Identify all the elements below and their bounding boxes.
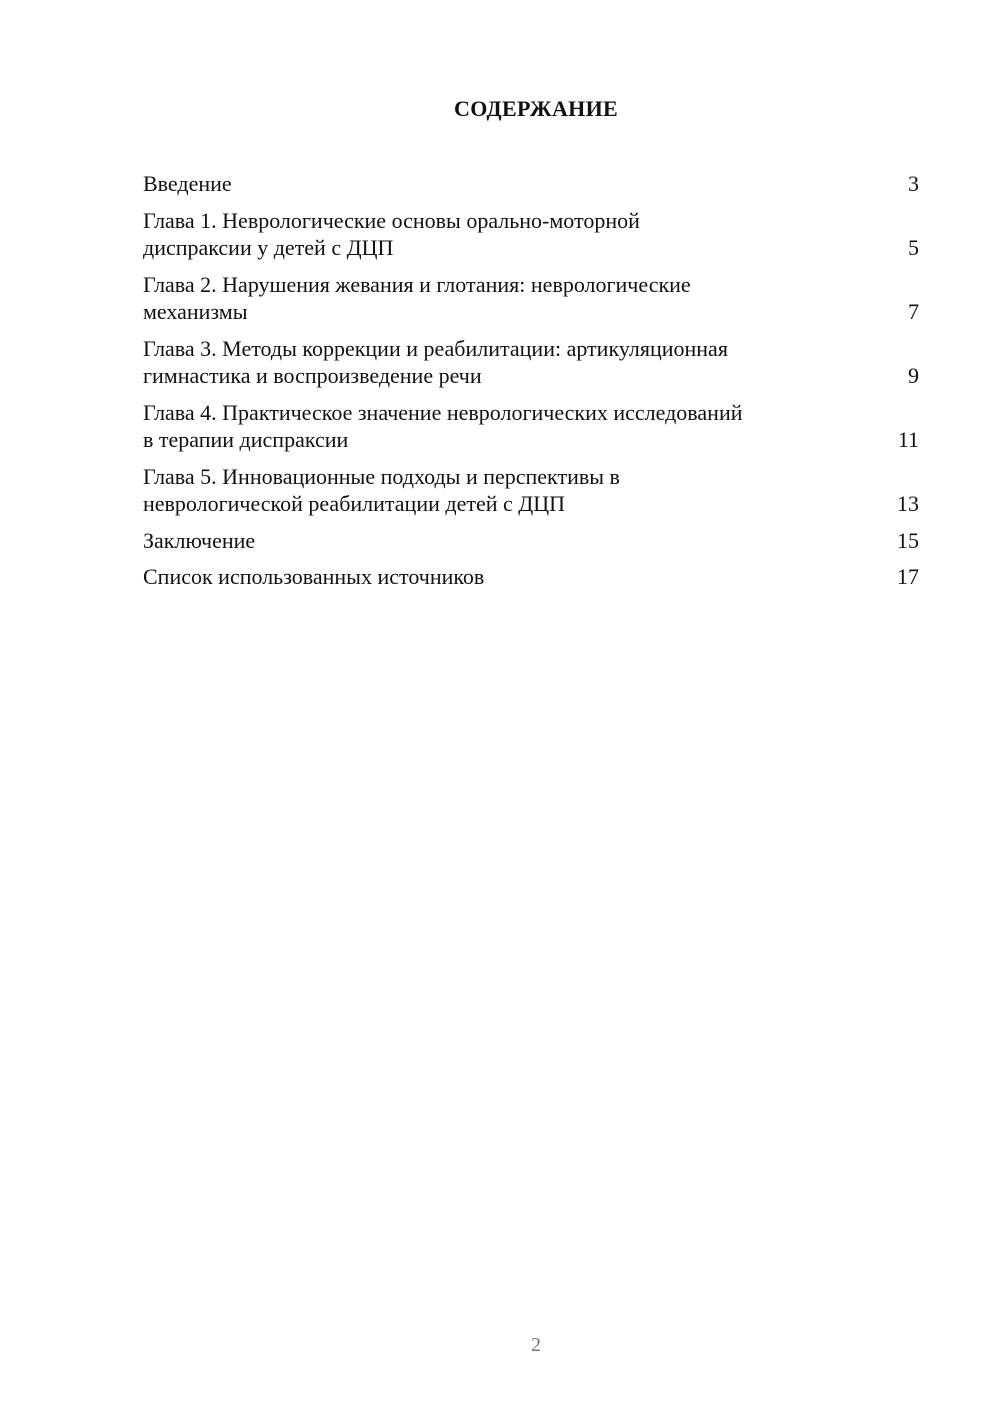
- toc-entry-text: Глава 3. Методы коррекции и реабилитации: артикуляционная гимнастика и воспроизведение речи: [143, 335, 728, 388]
- toc-entry-page: 11: [897, 427, 919, 452]
- table-of-contents: [143, 170, 919, 600]
- toc-entry-page: 9: [908, 363, 919, 388]
- toc-entry-chapter-2[interactable]: [143, 271, 919, 326]
- toc-entry-page: 17: [897, 564, 919, 589]
- page-number: 2: [531, 1334, 541, 1356]
- toc-entry-page: 5: [908, 235, 919, 260]
- toc-entry-page: 13: [897, 491, 919, 516]
- toc-entry-page: 3: [908, 171, 919, 196]
- toc-entry-page: 7: [908, 299, 919, 324]
- toc-entry-chapter-4[interactable]: [143, 399, 919, 454]
- toc-entry-text: Список использованных источников: [143, 564, 485, 589]
- toc-entry-text: Введение: [143, 171, 232, 196]
- toc-entry-text: Глава 4. Практическое значение неврологических исследований в терапии диспраксии: [143, 399, 743, 452]
- toc-entry-chapter-1[interactable]: [143, 207, 919, 262]
- toc-entry-text: Глава 2. Нарушения жевания и глотания: неврологические механизмы: [143, 271, 691, 324]
- toc-entry-chapter-5[interactable]: [143, 463, 919, 518]
- toc-title: СОДЕРЖАНИЕ: [454, 96, 618, 121]
- toc-entry-text: Глава 1. Неврологические основы орально-моторной диспраксии у детей с ДЦП: [143, 207, 640, 260]
- toc-entry-references[interactable]: [143, 563, 919, 591]
- toc-entry-text: Заключение: [143, 527, 256, 553]
- toc-entry-conclusion[interactable]: [143, 527, 919, 555]
- toc-entry-text: Глава 5. Инновационные подходы и перспективы в неврологической реабилитации детей с ДЦП: [143, 463, 620, 516]
- toc-entry-introduction[interactable]: [143, 170, 919, 198]
- toc-entry-page: 15: [897, 527, 919, 553]
- toc-entry-chapter-3[interactable]: [143, 335, 919, 390]
